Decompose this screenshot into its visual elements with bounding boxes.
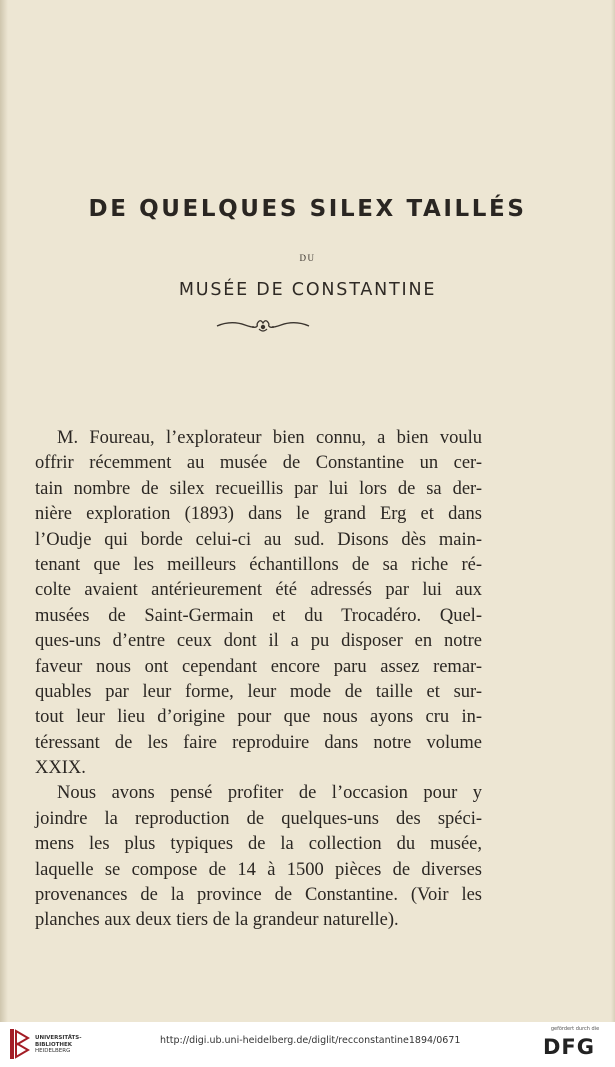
permalink-url[interactable]: http://digi.ub.uni-heidelberg.de/diglit/recconstantine1894/0671 — [160, 1035, 461, 1046]
article-body — [35, 426, 482, 934]
library-name-line: BIBLIOTHEK — [35, 1041, 73, 1048]
dfg-logo[interactable]: DFG — [543, 1035, 596, 1059]
text-line: XXIX. — [35, 758, 86, 779]
page-binding-shadow — [0, 0, 8, 1022]
university-library-logo-icon — [8, 1026, 30, 1062]
article-subtitle: MUSÉE DE CONSTANTINE — [178, 280, 437, 300]
text-line: tain nombre de silex recueillis par lui lors de sa der- — [35, 478, 482, 499]
text-line: Nous avons pensé profiter de l’occasion pour y — [57, 783, 482, 804]
text-line: téressant de les faire reproduire dans notre volume — [35, 732, 482, 753]
text-line: laquelle se compose de 14 à 1500 pièces de diverses — [35, 859, 482, 880]
library-name-line: UNIVERSITÄTS- — [35, 1035, 82, 1041]
text-line: M. Foureau, l’explorateur bien connu, a bien voulu — [57, 428, 482, 448]
title-connector: DU — [299, 253, 316, 263]
text-line: musées de Saint-Germain et du Trocadéro. Quel- — [35, 605, 482, 626]
text-line: mens les plus typiques de la collection du musée, — [35, 834, 482, 855]
text-line: provenances de la province de Constantine. (Voir les — [35, 885, 482, 906]
text-line: nière exploration (1893) dans le grand Erg et dans — [35, 504, 482, 525]
text-line: ques-uns d’entre ceux dont il a pu disposer en notre — [35, 631, 482, 652]
text-line: quables par leur forme, leur mode de taille et sur- — [35, 681, 482, 702]
text-line: planches aux deux tiers de la grandeur naturelle). — [35, 910, 399, 931]
library-name-line: HEIDELBERG — [35, 1048, 71, 1054]
text-line: colte avaient antérieurement été adressés par lui aux — [35, 580, 482, 601]
article-title: DE QUELQUES SILEX TAILLÉS — [88, 196, 527, 222]
text-line: l’Oudje qui borde celui-ci au sud. Disons dès main- — [35, 529, 482, 550]
decorative-ornament-icon — [213, 314, 313, 336]
text-line: offrir récemment au musée de Constantine un cer- — [35, 453, 482, 474]
funded-by-label: gefördert durch die — [550, 1026, 600, 1032]
text-line: joindre la reproduction de quelques-uns des spéci- — [35, 808, 482, 829]
text-line: tenant que les meilleurs échantillons de sa riche ré- — [35, 554, 482, 575]
library-name — [35, 1035, 82, 1055]
text-line: faveur nous ont cependant encore paru assez remar- — [35, 656, 482, 677]
page-edge-shadow — [611, 0, 615, 1022]
text-line: tout leur lieu d’origine pour que nous ayons cru in- — [35, 707, 482, 728]
